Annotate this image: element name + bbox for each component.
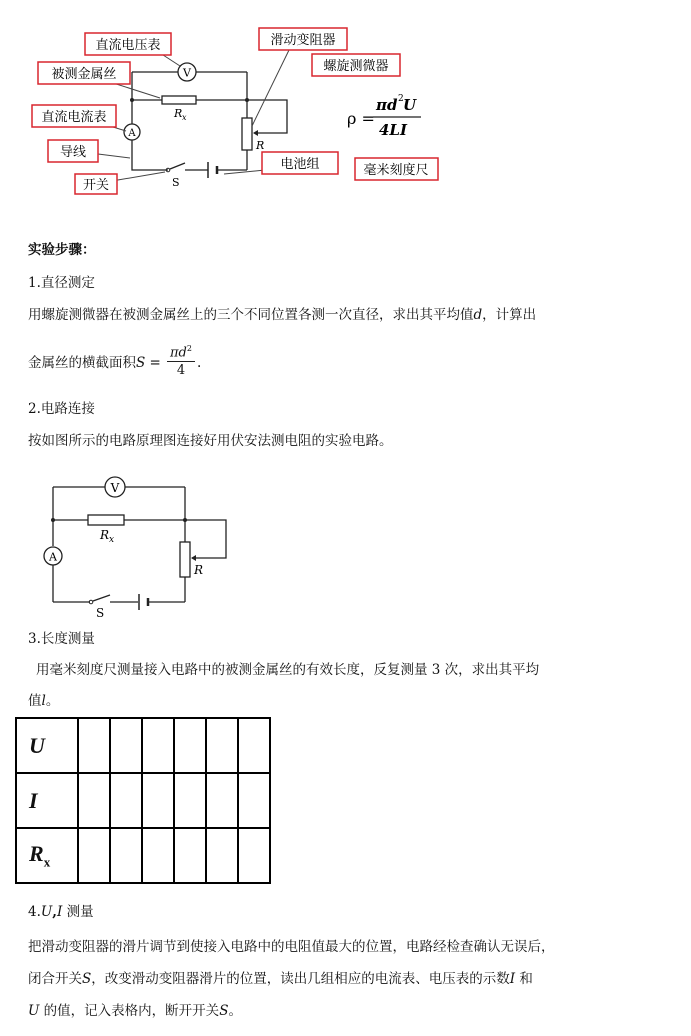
step1-line1: 用螺旋测微器在被测金属丝上的三个不同位置各测一次直径，求出其平均值d，计算出	[28, 307, 537, 323]
svg-text:x: x	[182, 113, 187, 122]
svg-text:R: R	[256, 139, 265, 152]
svg-text:A: A	[49, 550, 57, 564]
rheostat-symbol-2	[180, 542, 203, 577]
ammeter-symbol-2	[44, 547, 62, 565]
svg-text:U: U	[403, 96, 417, 114]
table-row	[16, 773, 270, 828]
row-header-rx: $R_x$	[16, 828, 78, 883]
measurement-table	[15, 717, 271, 884]
svg-text:πd: πd	[376, 96, 398, 114]
battery-symbol	[208, 162, 217, 178]
step4-line3: U 的值，记入表格内，断开开关S。	[28, 1003, 242, 1019]
step2-line: 按如图所示的电路原理图连接好用伏安法测电阻的实验电路。	[28, 433, 393, 449]
step4-title: 4.U,I 测量	[28, 904, 94, 920]
svg-text:V: V	[183, 66, 191, 80]
step1-line2-end: .	[197, 355, 202, 371]
step1-title: 1.直径测定	[28, 275, 95, 291]
switch-symbol-2	[89, 595, 110, 620]
label-battery: 电池组	[280, 157, 320, 172]
step1-line2: 金属丝的横截面积S =	[28, 355, 161, 371]
steps-heading: 实验步骤：	[28, 242, 96, 258]
step3-title: 3.长度测量	[28, 631, 95, 647]
step4-line2: 闭合开关S，改变滑动变阻器滑片的位置，读出几组相应的电流表、电压表的示数I 和	[28, 971, 533, 987]
step2-title: 2.电路连接	[28, 401, 95, 417]
label-switch: 开关	[82, 178, 110, 193]
svg-text:V: V	[110, 481, 120, 495]
svg-text:ρ =: ρ =	[347, 109, 375, 128]
svg-text:A: A	[128, 128, 136, 139]
label-micrometer: 螺旋测微器	[323, 59, 389, 74]
resistivity-formula	[347, 94, 421, 139]
table-row	[16, 718, 270, 773]
label-wire-under-test: 被测金属丝	[51, 67, 117, 82]
row-header-u: U	[16, 718, 78, 773]
label-voltmeter: 直流电压表	[95, 38, 161, 53]
svg-text:4LI: 4LI	[379, 121, 408, 139]
label-rheostat: 滑动变阻器	[270, 33, 336, 48]
svg-text:S: S	[172, 176, 180, 189]
diagram2-wires	[53, 487, 226, 602]
voltmeter-symbol	[178, 63, 196, 81]
svg-text:S: S	[96, 606, 105, 620]
ammeter-symbol	[124, 124, 140, 140]
step4-line1: 把滑动变阻器的滑片调节到使接入电路中的电阻值最大的位置，电路经检查确认无误后，	[28, 939, 555, 955]
svg-text:R: R	[194, 563, 204, 577]
table-row	[16, 828, 270, 883]
row-header-i: I	[16, 773, 78, 828]
voltmeter-symbol-2	[105, 477, 125, 497]
svg-text:R: R	[100, 528, 110, 542]
step3-line1: 用毫米刻度尺测量接入电路中的被测金属丝的有效长度，反复测量 3 次，求出其平均	[36, 662, 540, 678]
circuit-diagram-schematic	[0, 470, 300, 620]
circuit-diagram-annotated	[0, 0, 691, 215]
step3-line2: 值l。	[28, 693, 60, 709]
area-fraction: $\pi d^2$ 4	[167, 340, 195, 380]
label-wire: 导线	[59, 145, 87, 160]
switch-symbol	[166, 163, 185, 189]
label-ammeter: 直流电流表	[41, 110, 107, 125]
resistor-rx-2	[88, 515, 124, 545]
battery-symbol-2	[139, 594, 148, 610]
label-ruler: 毫米刻度尺	[363, 163, 429, 178]
resistor-rx	[162, 96, 196, 122]
svg-text:R: R	[174, 107, 183, 120]
svg-text:2: 2	[398, 94, 404, 104]
svg-text:x: x	[109, 535, 115, 545]
